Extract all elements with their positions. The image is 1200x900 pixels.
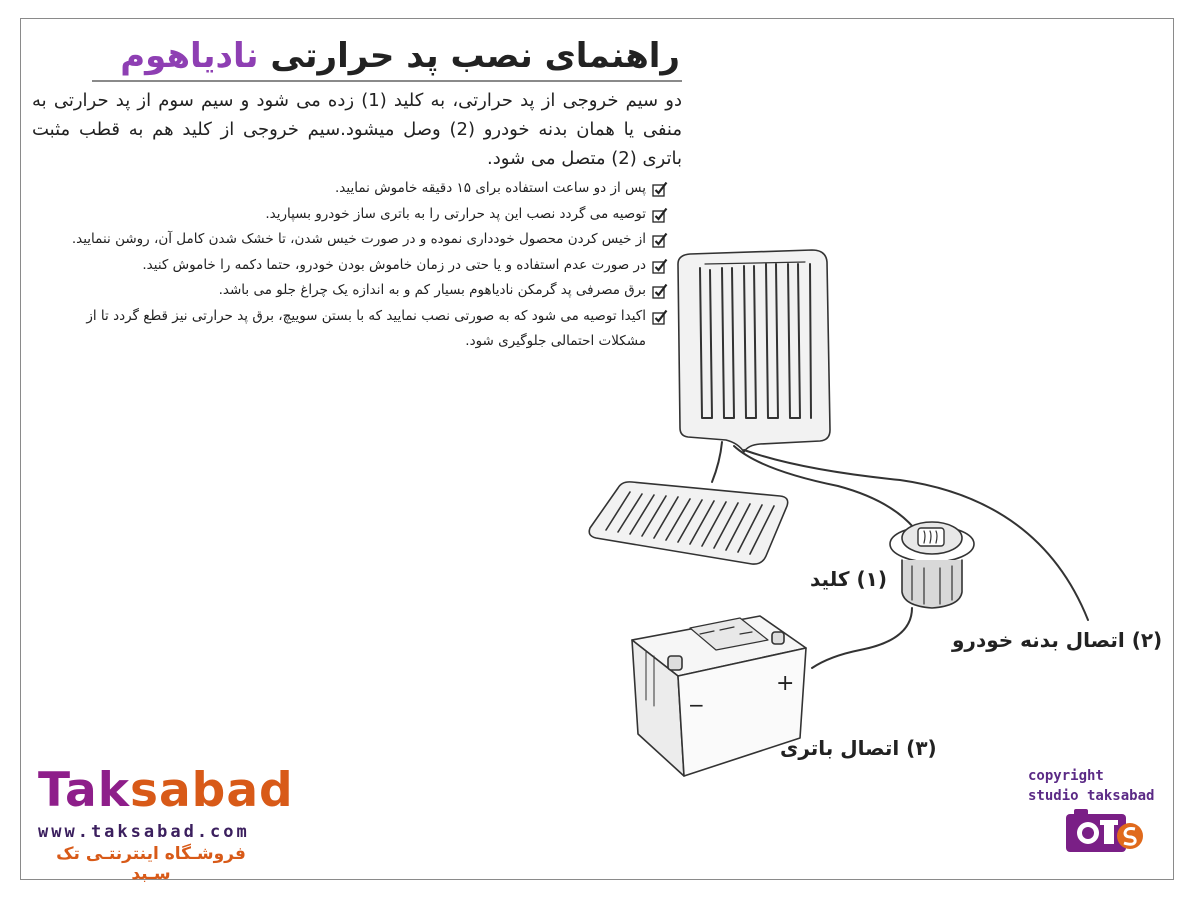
backrest-pad	[678, 250, 830, 452]
list-item: از خیس کردن محصول خودداری نموده و در صورت خیس شدن، تا خشک شدن کامل آن، روشن ننمایید.	[38, 227, 668, 253]
intro-paragraph: دو سیم خروجی از پد حرارتی، به کلید (1) زده می شود و سیم سوم از پد حرارتی به منفی یا همان بدنه خودرو (2) وصل میشود.سیم خروجی از کلید هم به قطب مثبت باتری (2) متصل می شود.	[32, 90, 683, 169]
title-main: راهنمای نصب پد حرارتی	[258, 36, 680, 76]
battery-label: (۳) اتصال باتری	[780, 736, 937, 760]
seat-pad	[589, 482, 787, 564]
wire-switch-to-battery	[812, 608, 912, 668]
list-item: در صورت عدم استفاده و یا حتی در زمان خاموش بودن خودرو، حتما دکمه را خاموش کنید.	[38, 253, 668, 279]
battery-minus-sign: −	[688, 693, 705, 717]
logo-tagline: فروشـگاه اینترنتـی تک سـبد	[56, 844, 246, 884]
logo-wordmark: Taksabad	[38, 763, 294, 818]
switch-label: (۱) کلید	[810, 567, 887, 591]
list-item: برق مصرفی پد گرمکن نادیاهوم بسیار کم و به اندازه یک چراغ جلو می باشد.	[38, 278, 668, 304]
body-ground-label: (۲) اتصال بدنه خودرو	[952, 628, 1163, 652]
taksabad-logo	[38, 763, 294, 884]
list-item: توصیه می گردد نصب این پد حرارتی را به باتری ساز خودرو بسپارید.	[38, 202, 668, 228]
list-item: پس از دو ساعت استفاده برای ۱۵ دقیقه خاموش نمایید.	[38, 176, 668, 202]
title-brand: نادیاهوم	[120, 36, 259, 76]
list-item: اکیدا توصیه می شود که به صورتی نصب نمایید که با بستن سوییچ، برق پد حرارتی نیز قطع گردد تا از مشکلات احتمالی جلوگیری شود.	[38, 304, 668, 355]
wire-pad-to-seat	[712, 442, 722, 482]
copyright-text: copyright studio taksabad	[1028, 768, 1155, 804]
studio-camera-logo-icon	[1064, 806, 1144, 854]
battery-plus-sign: +	[776, 671, 795, 696]
power-switch	[890, 522, 974, 608]
logo-url: www.taksabad.com	[38, 822, 250, 842]
